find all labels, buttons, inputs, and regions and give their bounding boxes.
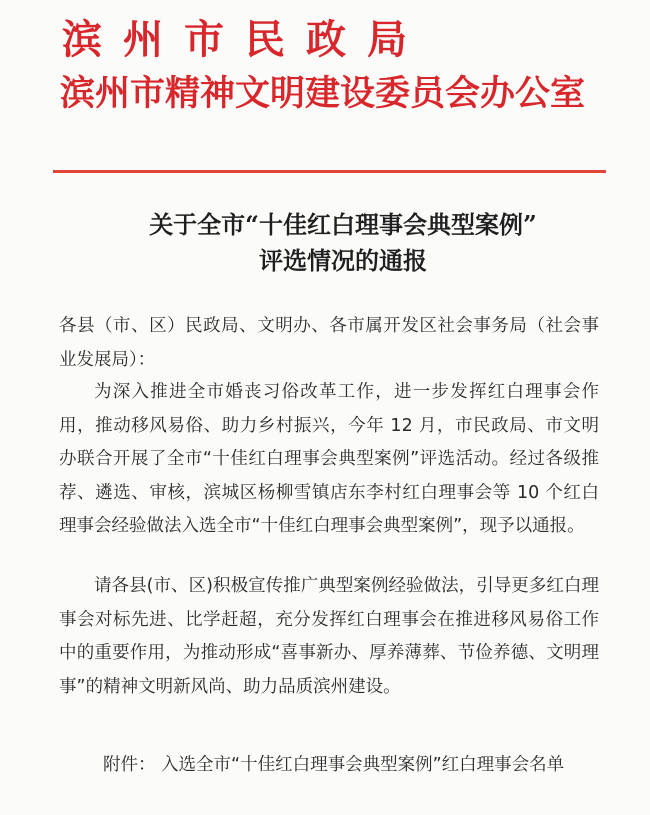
issuer-name-civil-affairs: 滨州市民政局 xyxy=(62,16,428,63)
attachment-text: 入选全市“十佳红白理事会典型案例”红白理事会名单 xyxy=(161,755,565,775)
document-title-line1: 关于全市“十佳红白理事会典型案例” xyxy=(149,210,537,239)
document-title-line2: 评选情况的通报 xyxy=(259,246,427,275)
body-paragraph-2: 请各县(市、区)积极宣传推广典型案例经验做法，引导更多红白理事会对标先进、比学赶超，充分发挥红白理事会在推进移风易俗工作中的重要作用，为推动形成“喜事新办、厚养薄葬、节俭养德、文明理事”的精神文明新风尚、助力品质滨州建设。 xyxy=(59,576,599,697)
body-paragraph-1: 为深入推进全市婚丧习俗改革工作，进一步发挥红白理事会作用，推动移风易俗、助力乡村振兴，今年 12 月，市民政局、市文明办联合开展了全市“十佳红白理事会典型案例”评选活动。经过各级推荐、遴选、审核，滨城区杨柳雪镇店东李村红白理事会等 10 个红白理事会经验做法入选全市“十佳红白理事会典型案例”，现予以通报。 xyxy=(59,382,599,536)
issuer-name-civilization-office: 滨州市精神文明建设委员会办公室 xyxy=(60,73,586,114)
red-divider-line xyxy=(53,170,606,173)
attachment-label: 附件： xyxy=(103,755,156,775)
salutation: 各县（市、区）民政局、文明办、各市属开发区社会事务局（社会事业发展局）： xyxy=(59,316,599,370)
